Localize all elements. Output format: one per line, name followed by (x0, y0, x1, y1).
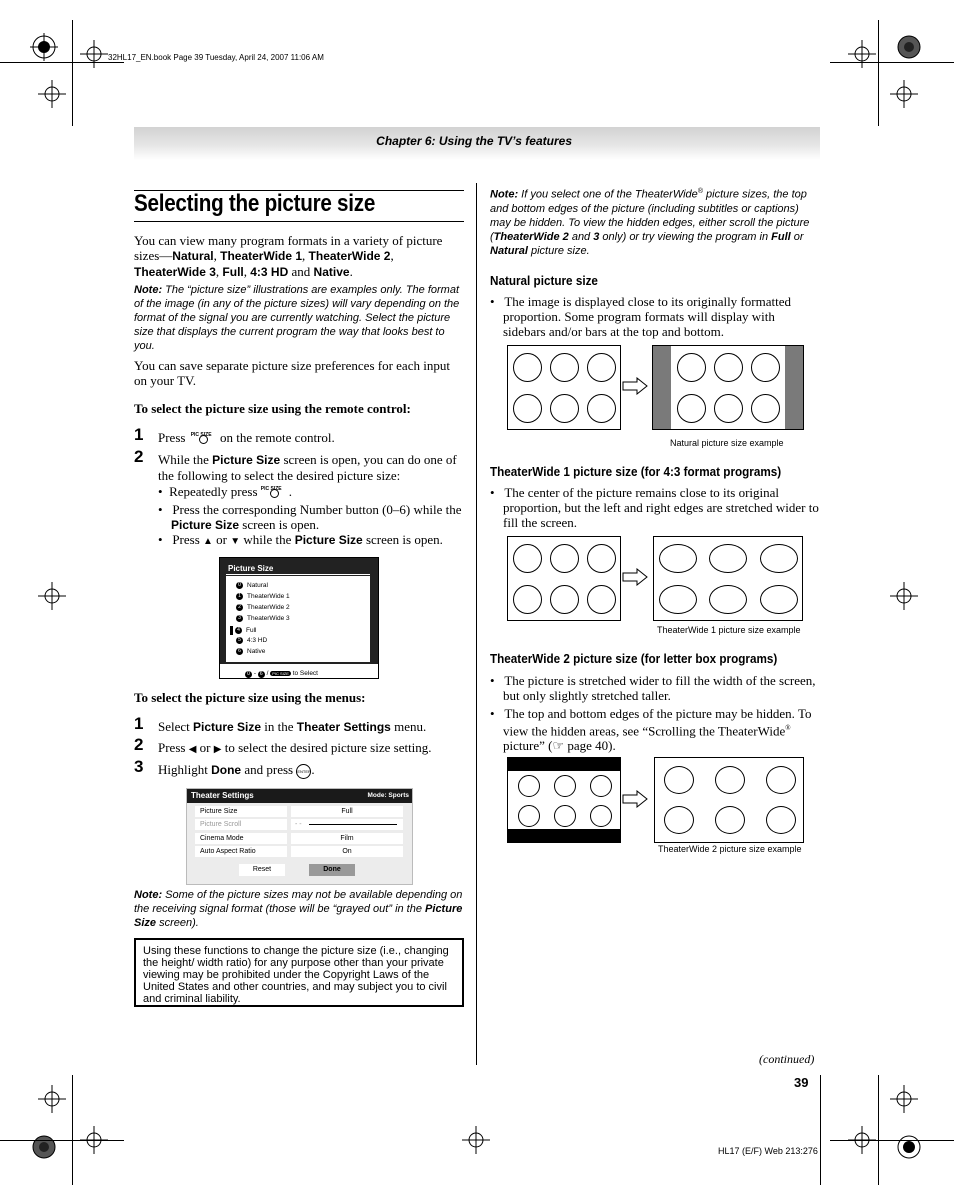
tw1-caption: TheaterWide 1 picture size example (657, 625, 801, 635)
menu-item[interactable]: 3 TheaterWide 3 (236, 615, 290, 622)
tw1-source-image (507, 536, 621, 621)
tw1-heading: TheaterWide 1 picture size (for 4:3 format programs) (490, 464, 782, 479)
right-arrow-icon: ▶ (213, 744, 222, 755)
crosshair-registration-icon (462, 1126, 490, 1154)
step-number: 2 (134, 735, 144, 754)
crosshair-registration-icon (38, 80, 66, 108)
mode-label: Mode: Sports (367, 792, 409, 799)
remote-bullet-2: • Press the corresponding Number button (0–6) while the Picture Size screen is open. (158, 502, 462, 532)
tw2-caption: TheaterWide 2 picture size example (658, 844, 802, 854)
remote-step-1: Press PIC SIZE on the remote control. (158, 430, 335, 445)
menu-step-1: Select Picture Size in the Theater Settings menu. (158, 719, 427, 734)
tw2-result-image (654, 757, 804, 843)
crosshair-registration-icon (80, 40, 108, 68)
crop-line (820, 1075, 821, 1185)
registration-mark-icon (895, 33, 923, 61)
menu-item-selected[interactable]: 4 Full (236, 626, 256, 635)
settings-row[interactable]: Auto Aspect Ratio On (195, 846, 403, 857)
menu-step-2: Press ◀ or ▶ to select the desired picture size setting. (158, 740, 432, 755)
crop-line (0, 62, 124, 63)
settings-row[interactable]: Picture Size Full (195, 806, 403, 817)
remote-bullet-3: • Press ▲ or ▼ while the Picture Size screen is open. (158, 532, 443, 547)
menu-item[interactable]: 0 Natural (236, 582, 268, 589)
menu-item[interactable]: 2 TheaterWide 2 (236, 604, 290, 611)
pic-size-button-icon: PIC SIZE (261, 484, 289, 496)
natural-heading: Natural picture size (490, 273, 598, 288)
crop-line (878, 1075, 879, 1185)
step-number: 1 (134, 425, 144, 444)
hollow-right-arrow-icon (622, 377, 648, 395)
crop-line (830, 62, 954, 63)
registration-mark-icon (895, 1133, 923, 1161)
column-divider (476, 183, 477, 1065)
intro-paragraph: You can view many program formats in a variety of picture sizes—Natural, TheaterWide 1, TheaterWide 2, TheaterWide 3, Full, 4:3 HD and Native. (134, 233, 443, 279)
remote-section-heading: To select the picture size using the remote control: (134, 401, 411, 416)
step-number: 3 (134, 757, 144, 776)
page-reference-icon: ☞ (552, 738, 565, 754)
tw2-source-image (507, 757, 621, 843)
menu-footer: 0 - 6 / $_{PIC SIZE}$ to Select (220, 664, 378, 678)
remote-step-2: While the Picture Size screen is open, you can do one of the following to select the desired picture size: (158, 452, 457, 483)
registration-mark-icon (30, 1133, 58, 1161)
tw2-bullet-2: • The top and bottom edges of the picture may be hidden. To view the hidden areas, see “Scrolling the TheaterWide® picture” (☞ page 40). (490, 706, 812, 754)
chapter-title: Chapter 6: Using the TV’s features (376, 134, 572, 148)
menu-title: Picture Size (228, 564, 274, 573)
footer-code: HL17 (E/F) Web 213:276 (718, 1146, 818, 1156)
natural-caption: Natural picture size example (670, 438, 784, 448)
remote-bullet-1: • Repeatedly press PIC SIZE . (158, 484, 293, 499)
settings-row-disabled: Picture Scroll - - (195, 819, 403, 830)
print-info: 32HL17_EN.book Page 39 Tuesday, April 24, 2007 11:06 AM (108, 53, 324, 62)
menu-title: Theater Settings (191, 791, 254, 800)
page-title: Selecting the picture size (134, 190, 464, 222)
menus-section-heading: To select the picture size using the menus: (134, 690, 366, 705)
crosshair-registration-icon (890, 80, 918, 108)
crop-line (72, 20, 73, 126)
menu-item[interactable]: 5 4:3 HD (236, 637, 267, 644)
tw2-bullet-1: • The picture is stretched wider to fill the width of the screen, but only slightly stretched taller. (490, 673, 816, 703)
natural-source-image (507, 345, 621, 430)
crosshair-registration-icon (890, 1085, 918, 1113)
menu-item[interactable]: 6 Native (236, 648, 265, 655)
crop-line (72, 1075, 73, 1185)
tw2-heading: TheaterWide 2 picture size (for letter box programs) (490, 651, 778, 666)
crop-line (0, 1140, 124, 1141)
note-illustrations: Note: The “picture size” illustrations are examples only. The format of the image (in any of the picture sizes) will vary depending on the format of the signal you are currently watching. Select the picture size that displays the current program the way that looks best to you. (134, 284, 460, 352)
down-arrow-icon: ▼ (230, 536, 241, 547)
menu-step-3: Highlight Done and press ENTER. (158, 762, 315, 777)
tw1-result-image (653, 536, 803, 621)
legal-notice-box: Using these functions to change the picture size (i.e., changing the height/ width ratio) for any purpose other than your private viewing may be prohibited under the Copyright Laws of the United States and other countries, and may subject you to civil and criminal liability. (134, 938, 464, 1007)
crop-line (830, 1140, 954, 1141)
crop-line (878, 20, 879, 126)
left-arrow-icon: ◀ (188, 744, 197, 755)
scroll-slider (309, 824, 397, 825)
natural-result-image (652, 345, 804, 430)
page-number: 39 (794, 1075, 809, 1090)
up-arrow-icon: ▲ (203, 536, 213, 547)
hollow-right-arrow-icon (622, 790, 648, 808)
pic-size-button-icon: PIC SIZE (272, 671, 289, 676)
pic-size-button-icon: PIC SIZE (189, 430, 217, 442)
save-preferences-text: You can save separate picture size preferences for each input on your TV. (134, 358, 450, 388)
crosshair-registration-icon (38, 582, 66, 610)
hollow-right-arrow-icon (622, 568, 648, 586)
tw1-bullet: • The center of the picture remains close to its original proportion, but the left and right edges are stretched wider to fill the screen. (490, 485, 819, 530)
settings-row[interactable]: Cinema Mode Film (195, 833, 403, 844)
crosshair-registration-icon (848, 40, 876, 68)
theater-settings-menu (186, 788, 413, 885)
step-number: 1 (134, 714, 144, 733)
done-button[interactable]: Done (309, 864, 355, 876)
crosshair-registration-icon (38, 1085, 66, 1113)
step-number: 2 (134, 447, 144, 466)
picture-size-menu (219, 557, 379, 679)
chapter-header (134, 127, 820, 160)
continued-label: (continued) (759, 1052, 815, 1066)
crosshair-registration-icon (890, 582, 918, 610)
enter-button-icon: ENTER (296, 764, 311, 779)
reset-button[interactable]: Reset (239, 864, 285, 876)
menu-item[interactable]: 1 TheaterWide 1 (236, 593, 290, 600)
natural-bullet: • The image is displayed close to its originally formatted proportion. Some program formats will display with sidebars and/or bars at the top and bottom. (490, 294, 791, 339)
registration-mark-icon (30, 33, 58, 61)
note-theaterwide: Note: If you select one of the TheaterWide® picture sizes, the top and bottom edges of the picture (including subtitles or captions) may be hidden. To view the hidden edges, either scroll the picture (TheaterWide 2 and 3 only) or try viewing the program in Full or Natural picture size. (490, 188, 810, 257)
note-grayed-out: Note: Some of the picture sizes may not be available depending on the receiving signal format (those will be “grayed out” in the Picture Size screen). (134, 889, 463, 929)
